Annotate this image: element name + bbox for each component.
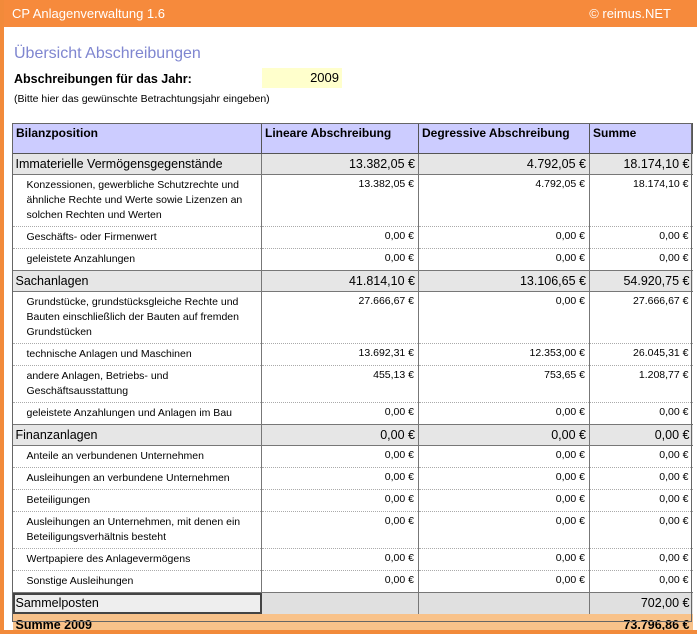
brand-label: © reimus.NET	[589, 6, 671, 21]
item-sum[interactable]: 0,00 €	[590, 403, 693, 425]
total-sum: 73.796,86 €	[590, 614, 693, 631]
table-header-row	[13, 124, 693, 154]
group-linear[interactable]: 0,00 €	[262, 425, 419, 446]
item-degressive[interactable]: 0,00 €	[419, 571, 590, 593]
table-row	[13, 403, 693, 425]
item-degressive[interactable]: 0,00 €	[419, 292, 590, 344]
item-linear[interactable]: 0,00 €	[262, 468, 419, 490]
group-linear[interactable]: 13.382,05 €	[262, 154, 419, 175]
item-sum[interactable]: 1.208,77 €	[590, 366, 693, 403]
item-sum[interactable]: 0,00 €	[590, 571, 693, 593]
item-linear[interactable]: 0,00 €	[262, 403, 419, 425]
item-label[interactable]: Ausleihungen an verbundene Unternehmen	[13, 468, 262, 490]
item-sum[interactable]: 0,00 €	[590, 512, 693, 549]
item-label[interactable]: geleistete Anzahlungen	[13, 249, 262, 271]
window-title: CP Anlagenverwaltung 1.6	[12, 6, 165, 21]
group-degressive[interactable]: 13.106,65 €	[419, 271, 590, 292]
group-sum[interactable]: 0,00 €	[590, 425, 693, 446]
item-linear[interactable]: 13.382,05 €	[262, 175, 419, 227]
item-linear[interactable]: 455,13 €	[262, 366, 419, 403]
year-input[interactable]	[262, 68, 342, 88]
group-label[interactable]: Finanzanlagen	[13, 425, 262, 446]
depreciation-table	[12, 123, 693, 630]
group-row	[13, 425, 693, 446]
table-row	[13, 512, 693, 549]
group-label[interactable]: Immaterielle Vermögensgegenstände	[13, 154, 262, 175]
item-degressive[interactable]: 0,00 €	[419, 490, 590, 512]
table-row	[13, 490, 693, 512]
sammelposten-degressive-empty[interactable]	[419, 593, 590, 614]
title-bar	[4, 0, 697, 27]
group-label[interactable]: Sachanlagen	[13, 271, 262, 292]
item-linear[interactable]: 0,00 €	[262, 249, 419, 271]
column-header-linear[interactable]: Lineare Abschreibung	[262, 124, 419, 154]
item-label[interactable]: Wertpapiere des Anlagevermögens	[13, 549, 262, 571]
item-sum[interactable]: 18.174,10 €	[590, 175, 693, 227]
column-header-position[interactable]: Bilanzposition	[13, 124, 262, 154]
item-sum[interactable]: 0,00 €	[590, 227, 693, 249]
item-linear[interactable]: 27.666,67 €	[262, 292, 419, 344]
group-sum[interactable]: 18.174,10 €	[590, 154, 693, 175]
year-hint: (Bitte hier das gewünschte Betrachtungsjahr eingeben)	[14, 93, 270, 105]
group-degressive[interactable]: 0,00 €	[419, 425, 590, 446]
item-sum[interactable]: 27.666,67 €	[590, 292, 693, 344]
item-sum[interactable]: 26.045,31 €	[590, 344, 693, 366]
group-linear[interactable]: 41.814,10 €	[262, 271, 419, 292]
item-label[interactable]: Grundstücke, grundstücksgleiche Rechte und Bauten einschließlich der Bauten auf fremden Grundstücken	[13, 292, 262, 344]
total-label: Summe 2009	[13, 614, 590, 631]
group-degressive[interactable]: 4.792,05 €	[419, 154, 590, 175]
item-sum[interactable]: 0,00 €	[590, 549, 693, 571]
item-sum[interactable]: 0,00 €	[590, 446, 693, 468]
item-label[interactable]: technische Anlagen und Maschinen	[13, 344, 262, 366]
table-row	[13, 344, 693, 366]
item-degressive[interactable]: 0,00 €	[419, 227, 590, 249]
item-sum[interactable]: 0,00 €	[590, 249, 693, 271]
item-degressive[interactable]: 753,65 €	[419, 366, 590, 403]
worksheet	[8, 27, 697, 630]
item-linear[interactable]: 0,00 €	[262, 512, 419, 549]
table-row	[13, 571, 693, 593]
item-linear[interactable]: 0,00 €	[262, 490, 419, 512]
group-row	[13, 271, 693, 292]
item-degressive[interactable]: 0,00 €	[419, 512, 590, 549]
item-degressive[interactable]: 4.792,05 €	[419, 175, 590, 227]
item-degressive[interactable]: 0,00 €	[419, 549, 590, 571]
total-row	[13, 614, 693, 631]
table-row	[13, 446, 693, 468]
group-sum[interactable]: 54.920,75 €	[590, 271, 693, 292]
item-label[interactable]: Beteiligungen	[13, 490, 262, 512]
item-label[interactable]: Konzessionen, gewerbliche Schutzrechte und ähnliche Rechte und Werte sowie Lizenzen an solchen Rechten und Werten	[13, 175, 262, 227]
table-row	[13, 249, 693, 271]
sammelposten-label[interactable]: Sammelposten	[13, 593, 262, 614]
item-degressive[interactable]: 0,00 €	[419, 403, 590, 425]
item-linear[interactable]: 13.692,31 €	[262, 344, 419, 366]
item-linear[interactable]: 0,00 €	[262, 571, 419, 593]
table-row	[13, 292, 693, 344]
item-degressive[interactable]: 0,00 €	[419, 249, 590, 271]
table-row	[13, 468, 693, 490]
sammelposten-sum[interactable]: 702,00 €	[590, 593, 693, 614]
item-sum[interactable]: 0,00 €	[590, 468, 693, 490]
item-linear[interactable]: 0,00 €	[262, 549, 419, 571]
page-title: Übersicht Abschreibungen	[14, 45, 201, 62]
item-label[interactable]: Geschäfts- oder Firmenwert	[13, 227, 262, 249]
year-label: Abschreibungen für das Jahr:	[14, 72, 192, 86]
table-row	[13, 549, 693, 571]
column-header-degressive[interactable]: Degressive Abschreibung	[419, 124, 590, 154]
table-row	[13, 227, 693, 249]
table-row	[13, 175, 693, 227]
item-linear[interactable]: 0,00 €	[262, 227, 419, 249]
sammelposten-row	[13, 593, 693, 614]
table-row	[13, 366, 693, 403]
item-degressive[interactable]: 0,00 €	[419, 446, 590, 468]
column-header-sum[interactable]: Summe	[590, 124, 693, 154]
group-row	[13, 154, 693, 175]
item-sum[interactable]: 0,00 €	[590, 490, 693, 512]
item-linear[interactable]: 0,00 €	[262, 446, 419, 468]
item-label[interactable]: Sonstige Ausleihungen	[13, 571, 262, 593]
item-label[interactable]: Anteile an verbundenen Unternehmen	[13, 446, 262, 468]
sammelposten-linear-empty[interactable]	[262, 593, 419, 614]
item-label[interactable]: geleistete Anzahlungen und Anlagen im Bau	[13, 403, 262, 425]
item-degressive[interactable]: 12.353,00 €	[419, 344, 590, 366]
item-degressive[interactable]: 0,00 €	[419, 468, 590, 490]
item-label[interactable]: andere Anlagen, Betriebs- und Geschäftsausstattung	[13, 366, 262, 403]
item-label[interactable]: Ausleihungen an Unternehmen, mit denen ein Beteiligungsverhältnis besteht	[13, 512, 262, 549]
